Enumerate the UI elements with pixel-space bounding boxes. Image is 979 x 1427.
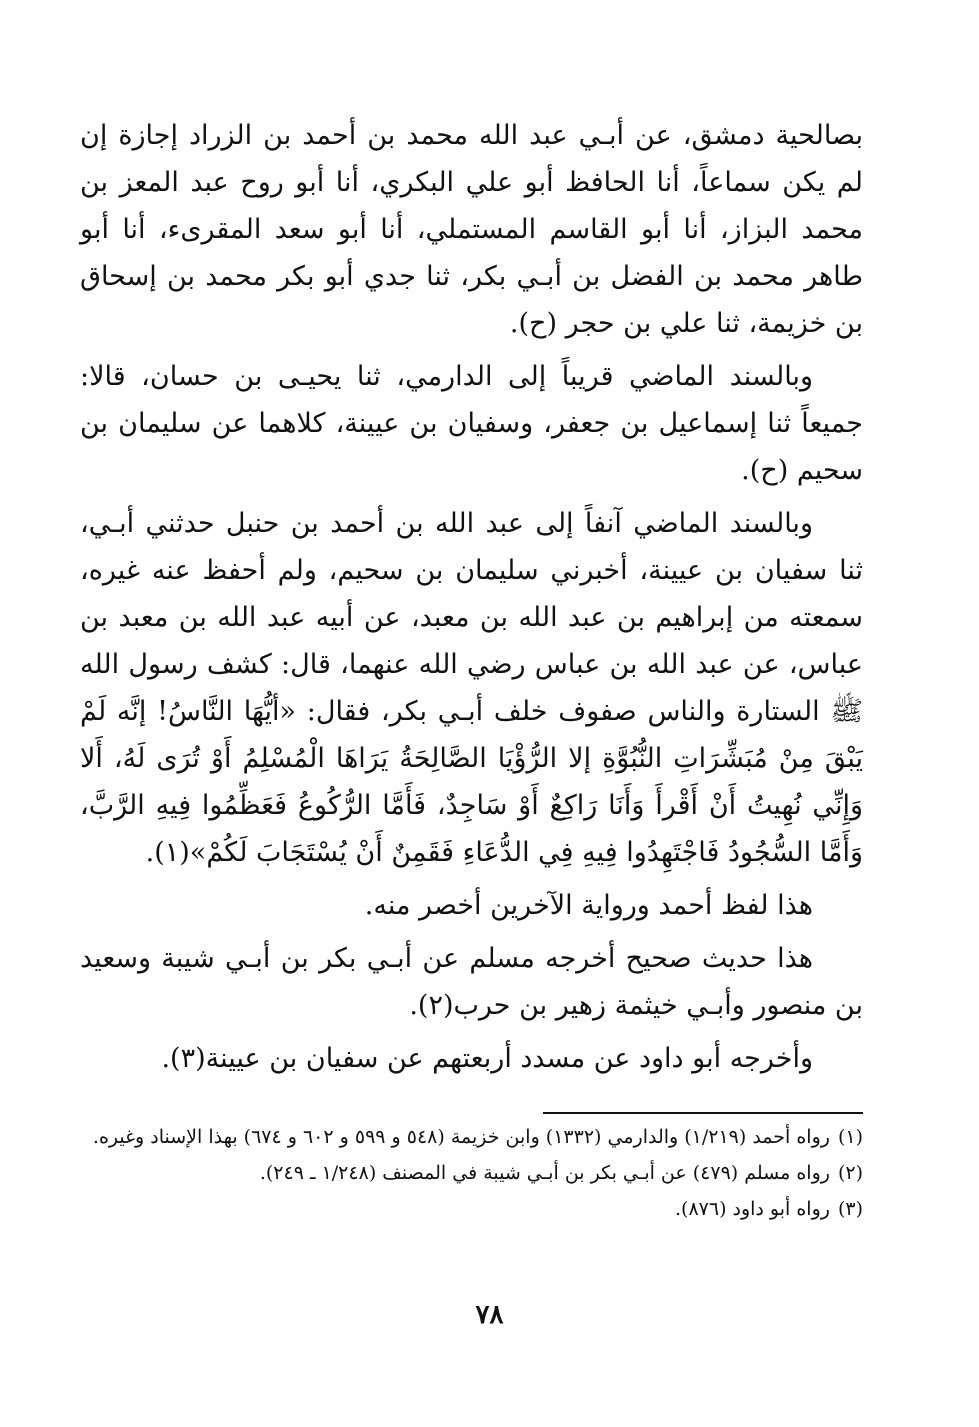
footnotes <box>80 1120 863 1228</box>
paragraph-darimi-chain: وبالسند الماضي قريباً إلى الدارمي، ثنا يحيـى بن حسان، قالا: جميعاً ثنا إسماعيل بن جعفر، وسفيان بن عيينة، كلاهما عن سليمان بن سحيم (ح). <box>80 361 863 486</box>
footnote-text: رواه مسلم (٤٧٩) عن أبـي بكر بن أبـي شيبة في المصنف (١/٢٤٨ ـ ٢٤٩). <box>259 1162 830 1184</box>
paragraph-abu-dawud-source: وأخرجه أبو داود عن مسدد أربعتهم عن سفيان بن عيينة(٣). <box>161 1043 813 1074</box>
main-text <box>80 112 863 1088</box>
footnote-2 <box>80 1156 863 1190</box>
page-number: ٧٨ <box>475 1300 504 1330</box>
paragraph-wording-note: هذا لفظ أحمد ورواية الآخرين أخصر منه. <box>364 890 813 921</box>
paragraph-chain-of-narration: بصالحية دمشق، عن أبـي عبد الله محمد بن أحمد بن الزراد إجازة إن لم يكن سماعاً، أنا الحافظ أبو علي البكري، أنا أبو روح عبد المعز بن محمد البزاز، أنا أبو القاسم المستملي، أنا أبو سعد المقرىء، أنا أبو طاهر محمد بن الفضل بن أبـي بكر، ثنا جدي أبو بكر محمد بن إسحاق بن خزيمة، ثنا علي بن حجر (ح). <box>80 120 863 339</box>
footnote-3 <box>80 1192 863 1226</box>
footnote-number: (١) <box>837 1126 863 1148</box>
footnote-text: رواه أبو داود (٨٧٦). <box>674 1198 830 1220</box>
footnote-divider <box>543 1112 863 1114</box>
footnote-number: (٣) <box>837 1198 863 1220</box>
paragraph-muslim-source: هذا حديث صحيح أخرجه مسلم عن أبـي بكر بن أبـي شيبة وسعيد بن منصور وأبـي خيثمة زهير بن حرب(٢). <box>80 943 863 1021</box>
footnote-text: رواه أحمد (١/٢١٩) والدارمي (١٣٣٢) وابن خزيمة (٥٤٨ و ٥٩٩ و ٦٠٢ و ٦٧٤) بهذا الإسناد وغيره. <box>92 1126 830 1148</box>
paragraph-hadith-text: وبالسند الماضي آنفاً إلى عبد الله بن أحمد بن حنبل حدثني أبـي، ثنا سفيان بن عيينة، أخبرني سليمان بن سحيم، ولم أحفظ عنه غيره، سمعته من إبراهيم بن عبد الله بن معبد، عن أبيه عبد الله بن معبد بن عباس، عن عبد الله بن عباس رضي الله عنهما، قال: كشف رسول الله ﷺ الستارة والناس صفوف خلف أبـي بكر، فقال: «أيُّهَا النَّاسُ! إنَّه لَمْ يَبْقَ مِنْ مُبَشِّرَاتِ النُّبُوَّةِ إلا الرُّؤْيَا الصَّالِحَةُ يَرَاهَا الْمُسْلِمُ أَوْ تُرَى لَهُ، أَلا وَإِنِّي نُهِيتُ أَنْ أَقْرأَ وَأَنَا رَاكِعٌ أَوْ سَاجِدٌ، فَأَمَّا الرُّكُوعُ فَعَظِّمُوا فِيهِ الرَّبَّ، وَأَمَّا السُّجُودُ فَاجْتَهِدُوا فِيهِ فِي الدُّعَاءِ فَقَمِنٌ أَنْ يُسْتَجَابَ لَكُمْ»(١). <box>80 508 863 868</box>
footnote-number: (٢) <box>837 1162 863 1184</box>
footnote-1 <box>80 1120 863 1154</box>
